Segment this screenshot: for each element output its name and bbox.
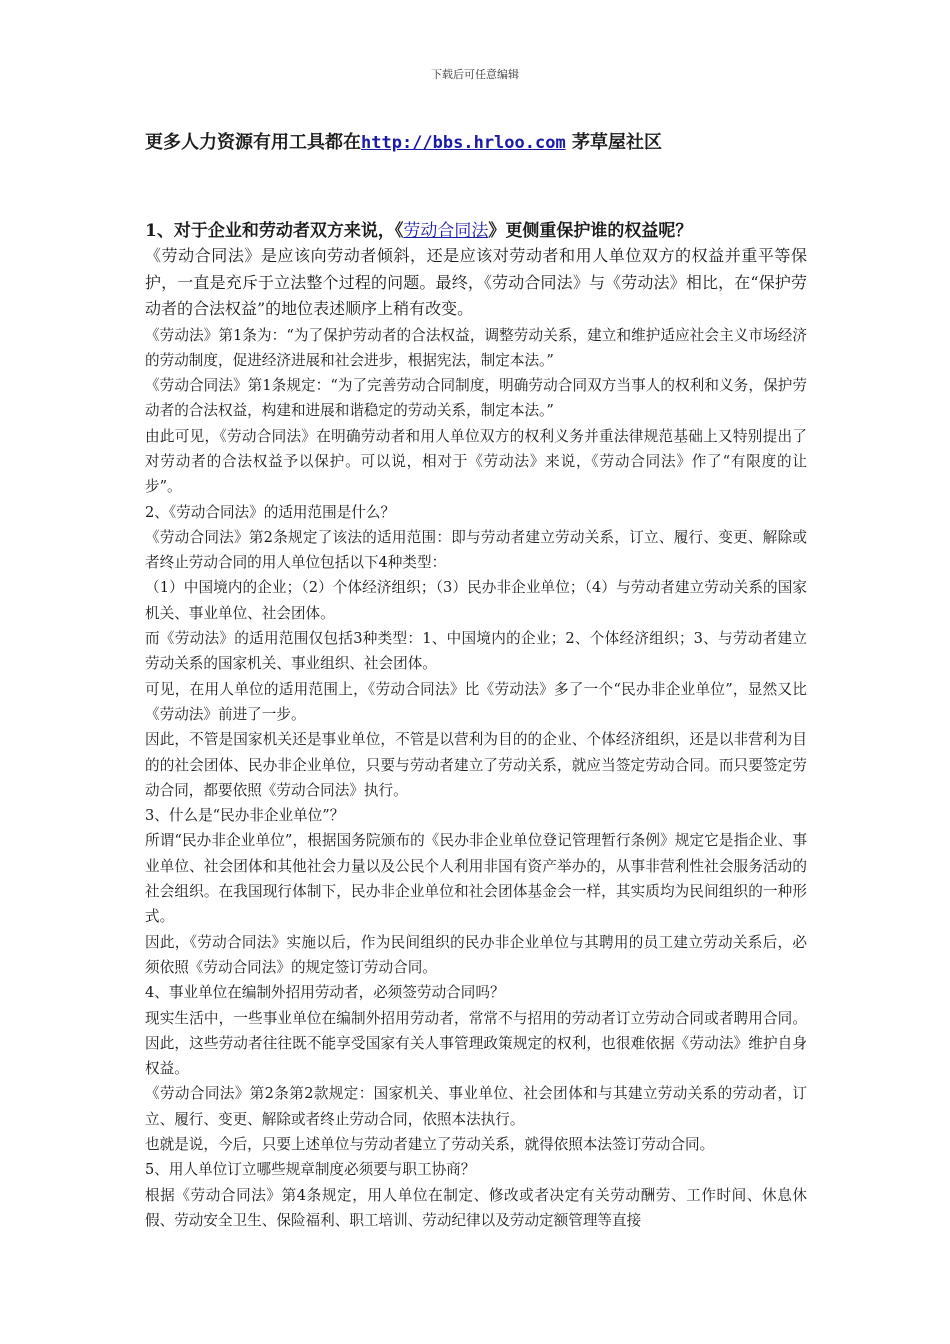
paragraph: 因此，《劳动合同法》实施以后，作为民间组织的民办非企业单位与其聘用的员工建立劳动关系后，必须依照《劳动合同法》的规定签订劳动合同。 bbox=[145, 933, 807, 976]
paragraph: 《劳动法》第1条为：“为了保护劳动者的合法权益，调整劳动关系，建立和维护适应社会主义市场经济的劳动制度，促进经济进展和社会进步，根据宪法，制定本法。” bbox=[145, 326, 807, 369]
question-heading: 3、什么是“民办非企业单位”？ bbox=[145, 807, 345, 825]
paragraph: 根据《劳动合同法》第4条规定，用人单位在制定、修改或者决定有关劳动酬劳、工作时间、休息休假、劳动安全卫生、保险福利、职工培训、劳动纪律以及劳动定额管理等直接 bbox=[145, 1186, 807, 1229]
promo-url-link[interactable]: http://bbs.hrloo.com bbox=[361, 133, 566, 153]
question-heading: 5、用人单位订立哪些规章制度必须要与职工协商？ bbox=[145, 1161, 476, 1179]
paragraph: 《劳动合同法》第2条规定了该法的适用范围：即与劳动者建立劳动关系，订立、履行、变更、解除或者终止劳动合同的用人单位包括以下4种类型： bbox=[145, 528, 807, 572]
paragraph: 由此可见，《劳动合同法》在明确劳动者和用人单位双方的权利义务并重法律规范基础上又特别提出了对劳动者的合法权益予以保护。可以说，相对于《劳动法》来说，《劳动合同法》作了“有限度的让步”。 bbox=[145, 427, 807, 496]
paragraph: 《劳动合同法》第2条第2款规定：国家机关、事业单位、社会团体和与其建立劳动关系的劳动者，订立、履行、变更、解除或者终止劳动合同，依照本法执行。 bbox=[145, 1085, 807, 1128]
promo-line bbox=[145, 128, 825, 154]
paragraph: 也就是说，今后，只要上述单位与劳动者建立了劳动关系，就得依照本法签订劳动合同。 bbox=[145, 1136, 715, 1153]
paragraph: 可见，在用人单位的适用范围上，《劳动合同法》比《劳动法》多了一个“民办非企业单位”，显然又比《劳动法》前进了一步。 bbox=[145, 680, 807, 723]
paragraph: （1）中国境内的企业；（2）个体经济组织；（3）民办非企业单位；（4）与劳动者建立劳动关系的国家机关、事业单位、社会团体。 bbox=[145, 579, 807, 622]
question-1-heading bbox=[145, 219, 807, 243]
promo-prefix: 更多人力资源有用工具都在 bbox=[145, 132, 361, 153]
promo-suffix: 茅草屋社区 bbox=[565, 132, 662, 153]
page-header-note: 下载后可任意编辑 bbox=[431, 68, 519, 81]
question-heading: 4、事业单位在编制外招用劳动者，必须签劳动合同吗？ bbox=[145, 984, 505, 1002]
paragraph: 现实生活中，一些事业单位在编制外招用劳动者，常常不与招用的劳动者订立劳动合同或者聘用合同。因此，这些劳动者往往既不能享受国家有关人事管理政策规定的权利，也很难依据《劳动法》维护自身权益。 bbox=[145, 1009, 807, 1078]
q1-prefix: 1、对于企业和劳动者双方来说，《 bbox=[145, 221, 404, 241]
paragraph: 所谓“民办非企业单位”，根据国务院颁布的《民办非企业单位登记管理暂行条例》规定它是指企业、事业单位、社会团体和其他社会力量以及公民个人利用非国有资产举办的，从事非营利性社会服务活动的社会组织。在我国现行体制下，民办非企业单位和社会团体基金会一样，其实质均为民间组织的一种形式。 bbox=[145, 832, 807, 926]
intro-paragraph: 《劳动合同法》是应该向劳动者倾斜，还是应该对劳动者和用人单位双方的权益并重平等保护，一直是充斥于立法整个过程的问题。最终，《劳动合同法》与《劳动法》相比，在“保护劳动者的合法权益”的地位表述顺序上稍有改变。 bbox=[145, 246, 807, 318]
paragraph: 因此，不管是国家机关还是事业单位，不管是以营利为目的的企业、个体经济组织，还是以非营利为目的的社会团体、民办非企业单位，只要与劳动者建立了劳动关系，就应当签定劳动合同。而只要签定劳动合同，都要依照《劳动合同法》执行。 bbox=[145, 731, 807, 799]
paragraph: 《劳动合同法》第1条规定：“为了完善劳动合同制度，明确劳动合同双方当事人的权利和义务，保护劳动者的合法权益，构建和进展和谐稳定的劳动关系，制定本法。” bbox=[145, 377, 807, 420]
article-body bbox=[145, 219, 807, 1233]
paragraph: 而《劳动法》的适用范围仅包括3种类型：1、中国境内的企业；2、个体经济组织；3、与劳动者建立劳动关系的国家机关、事业组织、社会团体。 bbox=[145, 630, 807, 673]
q1-suffix: 》更侧重保护谁的权益呢？ bbox=[488, 221, 693, 241]
labor-contract-law-link[interactable]: 劳动合同法 bbox=[403, 221, 489, 241]
question-heading: 2、《劳动合同法》的适用范围是什么？ bbox=[145, 503, 396, 521]
